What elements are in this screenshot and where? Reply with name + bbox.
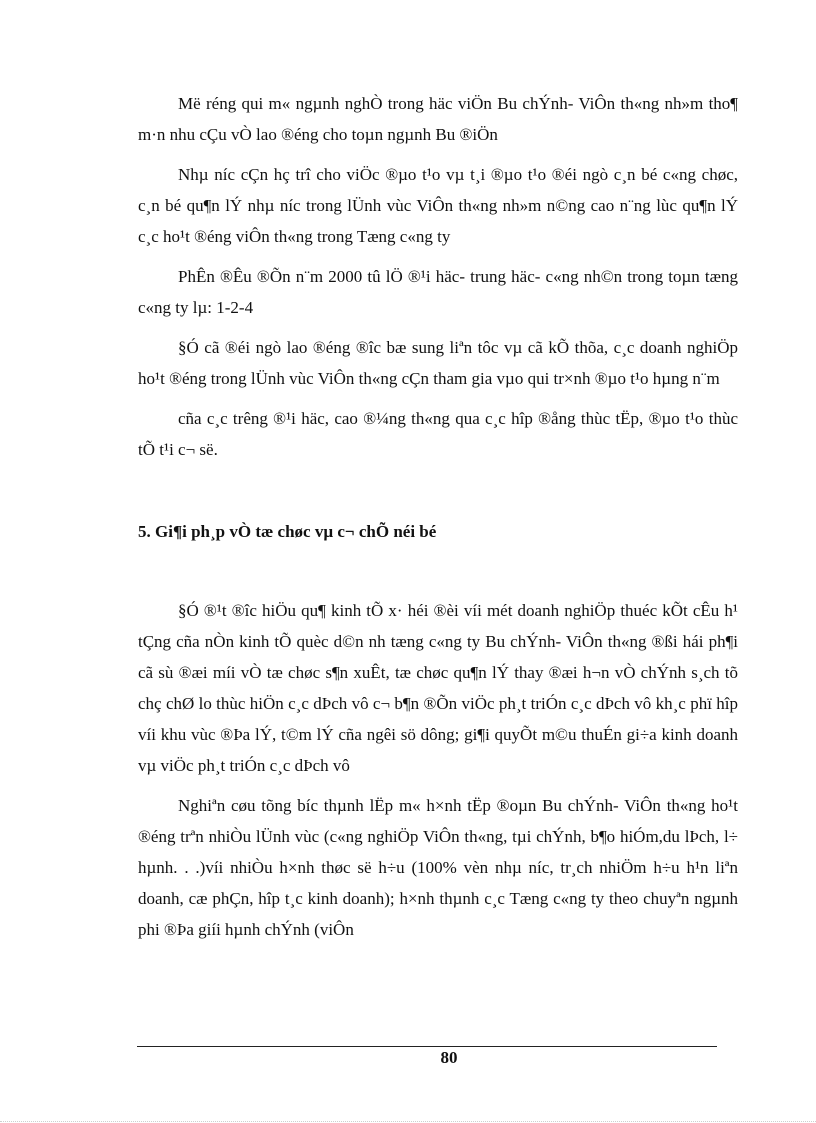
paragraph: PhÊn ®Êu ®Õn n¨m 2000 tû lÖ ®¹i häc- trung häc- c«ng nh©n trong toµn tæng c«ng ty lµ: 1-2-4 [138, 267, 738, 317]
section-heading: 5. Gi¶i ph¸p vÒ tæ chøc vµ c¬ chÕ néi bé [138, 522, 437, 541]
paragraph: §Ó cã ®éi ngò lao ®éng ®îc bæ sung liªn tôc vµ cã kÕ thõa, c¸c doanh nghiÖp ho¹t ®éng trong lÜnh vùc ViÔn th«ng cÇn tham gia vµo qui tr×nh ®µo t¹o hµng n¨m [138, 338, 738, 388]
paragraph: Më réng qui m« ngµnh nghÒ trong häc viÖn Bu chÝnh- ViÔn th«ng nh»m tho¶ m·n nhu cÇu vÒ lao ®éng cho toµn ngµnh Bu ®iÖn [138, 94, 738, 144]
page-edge-divider [0, 1121, 816, 1122]
body-text [138, 88, 738, 954]
paragraph: Nhµ níc cÇn hç trî cho viÖc ®µo t¹o vµ t¸i ®µo t¹o ®éi ngò c¸n bé c«ng chøc, c¸n bé qu¶n lÝ nhµ níc trong lÜnh vùc ViÔn th«ng nh»m n©ng cao n¨ng lùc qu¶n lÝ c¸c ho¹t ®éng viÔn th«ng trong Tæng c«ng ty [138, 165, 738, 246]
paragraph: §Ó ®¹t ®îc hiÖu qu¶ kinh tÕ x· héi ®èi víi mét doanh nghiÖp thuéc kÕt cÊu h¹ tÇng cña nÒn kinh tÕ quèc d©n nh tæng c«ng ty Bu chÝnh- ViÔn th«ng ®ßi hái ph¶i cã sù ®æi míi vÒ tæ chøc s¶n xuÊt, tæ chøc qu¶n lÝ thay ®æi h¬n vÒ chÝnh s¸ch tõ chç chØ lo thùc hiÖn c¸c dÞch vô c¬ b¶n ®Õn viÖc ph¸t triÓn c¸c dÞch vô kh¸c phï hîp víi khu vùc ®Þa lÝ, t©m lÝ cña ngêi sö dông; gi¶i quyÕt m©u thuÉn gi÷a kinh doanh vµ viÖc ph¸t triÓn c¸c dÞch vô [138, 601, 738, 775]
footer-divider [137, 1046, 717, 1047]
paragraph: cña c¸c trêng ®¹i häc, cao ®¼ng th«ng qua c¸c hîp ®ång thùc tËp, ®µo t¹o thùc tÕ t¹i c¬ së. [138, 409, 738, 459]
paragraph: Nghiªn cøu tõng bíc thµnh lËp m« h×nh tËp ®oµn Bu chÝnh- ViÔn th«ng ho¹t ®éng trªn nhiÒu lÜnh vùc (c«ng nghiÖp ViÔn th«ng, tµi chÝnh, b¶o hiÓm,du lÞch, l÷ hµnh. . .)víi nhiÒu h×nh thøc së h÷u (100% vèn nhµ níc, tr¸ch nhiÖm h÷u h¹n liªn doanh, cæ phÇn, hîp t¸c kinh doanh); h×nh thµnh c¸c Tæng c«ng ty theo chuyªn ngµnh phi ®Þa giíi hµnh chÝnh (viÔn [138, 796, 738, 939]
page-number: 80 [440, 1048, 458, 1067]
